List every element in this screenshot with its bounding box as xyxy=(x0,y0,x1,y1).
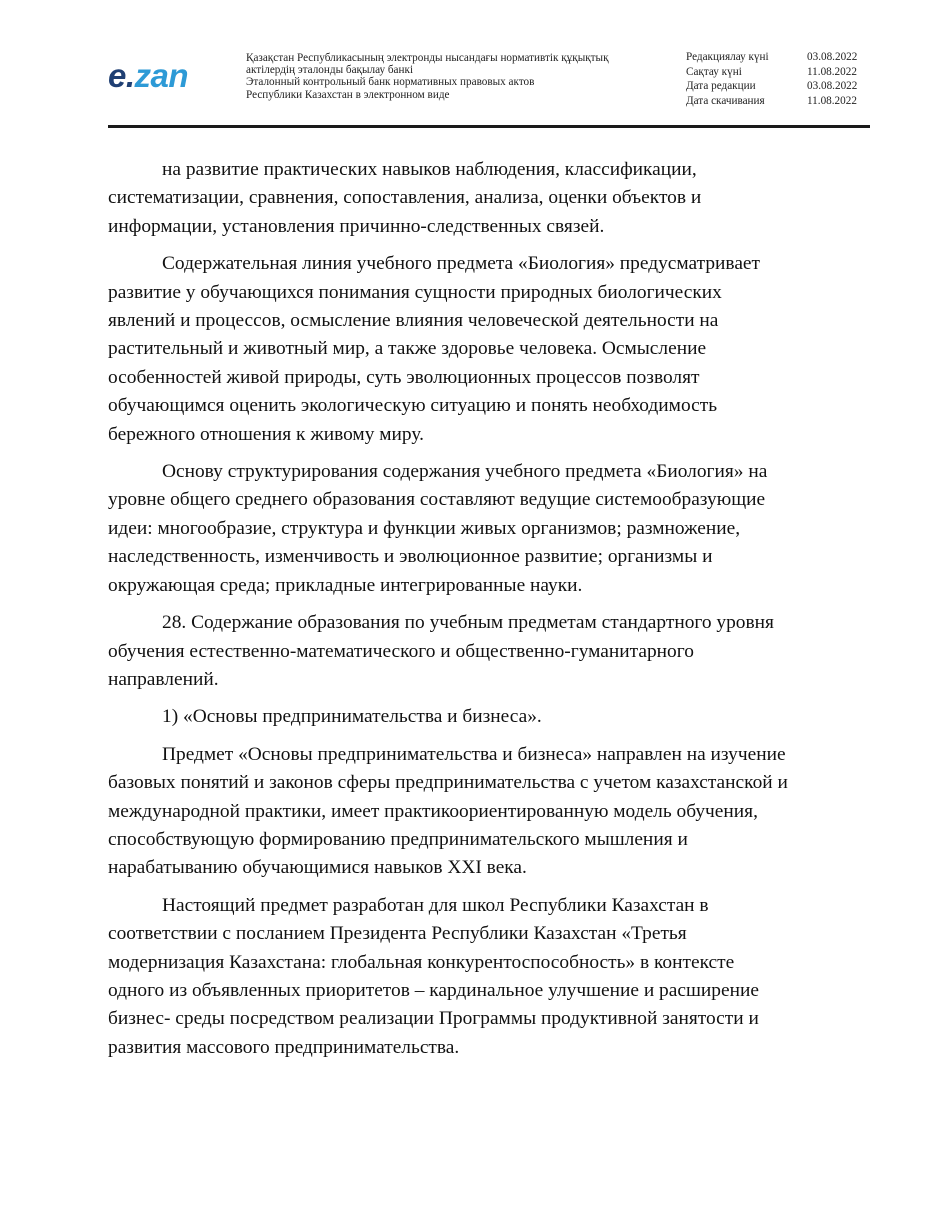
paragraph-line: уровне общего среднего образования составляют ведущие системообразующие xyxy=(108,489,766,511)
paragraph-line: одного из объявленных приоритетов – кардинальное улучшение и расширение xyxy=(108,979,759,1001)
date-row xyxy=(686,50,866,65)
org-line: Республики Казахстан в электронном виде xyxy=(246,88,450,101)
body-paragraph xyxy=(108,156,878,241)
body-paragraph xyxy=(108,892,878,1062)
paragraph-line: бизнес- среды посредством реализации Программы продуктивной занятости и xyxy=(108,1008,759,1030)
paragraph-line: растительный и животный мир, а также здоровье человека. Осмысление xyxy=(108,338,707,360)
paragraph-line: явлений и процессов, осмысление влияния человеческой деятельности на xyxy=(108,310,719,332)
date-value: 11.08.2022 xyxy=(807,94,857,107)
paragraph-line: обучения естественно-математического и общественно-гуманитарного xyxy=(108,640,694,662)
document-dates xyxy=(686,50,866,108)
date-label: Дата скачивания xyxy=(686,94,765,107)
logo-text-part1: e. xyxy=(108,57,135,94)
paragraph-line: особенностей живой природы, суть эволюционных процессов позволят xyxy=(108,366,700,388)
date-label: Редакциялау күні xyxy=(686,51,769,63)
date-label: Сақтау күні xyxy=(686,65,742,78)
paragraph-line: информации, установления причинно-следственных связей. xyxy=(108,215,605,237)
header-divider xyxy=(108,125,870,128)
paragraph-line: Настоящий предмет разработан для школ Республики Казахстан в xyxy=(162,894,709,916)
paragraph-line: развитие у обучающихся понимания сущности природных биологических xyxy=(108,281,722,303)
document-header xyxy=(0,0,935,130)
paragraph-line: модернизация Казахстана: глобальная конкурентоспособность» в контексте xyxy=(108,951,735,973)
date-value: 03.08.2022 xyxy=(807,80,858,92)
paragraph-line: направлений. xyxy=(108,668,219,690)
paragraph-line: 28. Содержание образования по учебным предметам стандартного уровня xyxy=(162,612,774,634)
body-paragraph xyxy=(108,741,878,883)
paragraph-line: развития массового предпринимательства. xyxy=(108,1036,460,1058)
paragraph-line: систематизации, сравнения, сопоставления, анализа, оценки объектов и xyxy=(108,187,702,209)
document-body xyxy=(108,156,878,1071)
paragraph-line: бережного отношения к живому миру. xyxy=(108,423,424,445)
paragraph-line: обучающимся оценить экологическую ситуацию и понять необходимость xyxy=(108,395,718,417)
body-paragraph xyxy=(108,458,878,600)
org-line: актілердің эталонды бақылау банкі xyxy=(246,64,414,77)
ezan-logo[interactable] xyxy=(108,56,218,96)
org-line: Қазақстан Республикасының электронды нысандағы нормативтік құқықтық xyxy=(246,52,609,64)
org-line: Эталонный контрольный банк нормативных правовых актов xyxy=(246,76,535,89)
paragraph-line: окружающая среда; прикладные интегрированные науки. xyxy=(108,574,583,596)
paragraph-line: международной практики, имеет практикоориентированную модель обучения, xyxy=(108,800,758,822)
paragraph-line: Основу структурирования содержания учебного предмета «Биология» на xyxy=(162,461,768,483)
date-value: 11.08.2022 xyxy=(807,65,857,78)
organization-info xyxy=(246,52,666,101)
paragraph-line: Содержательная линия учебного предмета «Биология» предусматривает xyxy=(162,253,761,275)
paragraph-line: соответствии с посланием Президента Республики Казахстан «Третья xyxy=(108,923,687,945)
paragraph-line: на развитие практических навыков наблюдения, классификации, xyxy=(162,159,697,180)
paragraph-line: способствующую формированию предпринимательского мышления и xyxy=(108,828,688,850)
paragraph-line: наследственность, изменчивость и эволюционное развитие; организмы и xyxy=(108,546,713,568)
body-paragraph xyxy=(108,609,878,694)
body-paragraph xyxy=(108,250,878,449)
paragraph-line: идеи: многообразие, структура и функции живых организмов; размножение, xyxy=(108,517,741,539)
logo-text-part2: zan xyxy=(134,57,189,94)
body-paragraph xyxy=(108,703,878,731)
paragraph-line: Предмет «Основы предпринимательства и бизнеса» направлен на изучение xyxy=(162,743,786,765)
paragraph-line: базовых понятий и законов сферы предпринимательства с учетом казахстанской и xyxy=(108,772,788,794)
date-label: Дата редакции xyxy=(686,80,756,92)
date-row xyxy=(686,94,866,109)
paragraph-line: 1) «Основы предпринимательства и бизнеса». xyxy=(162,706,542,728)
paragraph-line: нарабатыванию обучающимися навыков XXI века. xyxy=(108,857,527,879)
date-row xyxy=(686,65,866,80)
date-value: 03.08.2022 xyxy=(807,51,858,63)
date-row xyxy=(686,79,866,94)
